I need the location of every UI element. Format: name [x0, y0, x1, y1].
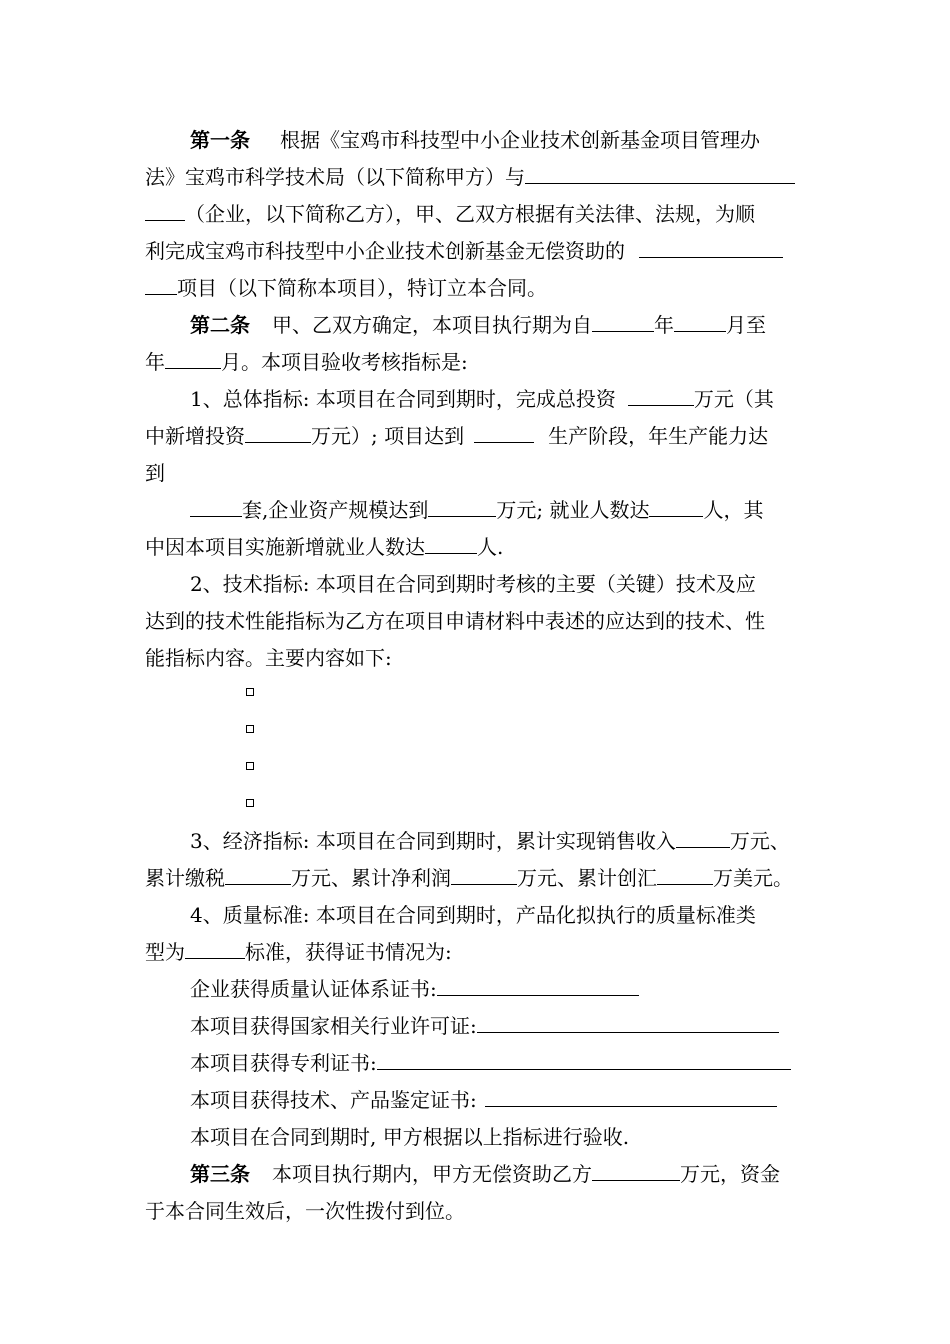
- capacity-sets-blank[interactable]: [190, 496, 242, 517]
- cert-line1: 企业获得质量认证体系证书:: [190, 975, 639, 1003]
- article3-line2: 于本合同生效后，一次性拨付到位。: [145, 1199, 465, 1223]
- technical-line2: 达到的技术性能指标为乙方在项目申请材料中表述的应达到的技术、性: [145, 609, 765, 633]
- asset-scale-blank[interactable]: [428, 496, 496, 517]
- cert-line2: 本项目获得国家相关行业许可证:: [190, 1012, 779, 1040]
- new-investment-blank[interactable]: [245, 422, 311, 443]
- total-investment-blank[interactable]: [628, 385, 694, 406]
- cert-line3: 本项目获得专利证书:: [190, 1049, 791, 1077]
- quality-cert-blank[interactable]: [437, 975, 639, 996]
- net-profit-blank[interactable]: [451, 864, 517, 885]
- article1-line1: 第一条 根据《宝鸡市科技型中小企业技术创新基金项目管理办: [190, 128, 760, 152]
- funding-amount-blank[interactable]: [592, 1160, 680, 1181]
- checkbox-1[interactable]: [246, 688, 254, 696]
- industry-license-blank[interactable]: [477, 1012, 779, 1033]
- forex-earnings-blank[interactable]: [657, 864, 713, 885]
- tax-paid-blank[interactable]: [225, 864, 291, 885]
- production-stage-blank[interactable]: [474, 422, 534, 443]
- new-employees-blank[interactable]: [425, 533, 477, 554]
- overall-line5: 中因本项目实施新增就业人数达 人.: [145, 535, 504, 559]
- employees-blank[interactable]: [649, 496, 703, 517]
- article2-line2: 年 月。本项目验收考核指标是:: [145, 350, 468, 374]
- patent-cert-blank[interactable]: [377, 1049, 791, 1070]
- checkbox-3[interactable]: [246, 762, 254, 770]
- overall-line3: 到: [145, 461, 165, 485]
- sales-revenue-blank[interactable]: [676, 827, 730, 848]
- checkbox-4[interactable]: [246, 799, 254, 807]
- quality-line2: 型为 标准，获得证书情况为:: [145, 940, 452, 964]
- acceptance-line: 本项目在合同到期时, 甲方根据以上指标进行验收.: [190, 1125, 630, 1149]
- project-name-blank[interactable]: [639, 237, 783, 258]
- economic-line1: 3、经济指标: 本项目在合同到期时，累计实现销售收入 万元、: [190, 829, 790, 853]
- start-month-blank[interactable]: [674, 311, 726, 332]
- technical-line1: 2、技术指标: 本项目在合同到期时考核的主要（关键）技术及应: [190, 572, 756, 596]
- project-name-blank-cont[interactable]: [145, 274, 177, 295]
- economic-line2: 累计缴税 万元、累计净利润 万元、累计创汇 万美元。: [145, 866, 793, 890]
- appraisal-cert-blank[interactable]: [485, 1086, 777, 1107]
- article1-heading: 第一条: [190, 128, 250, 152]
- overall-line4: 套,企业资产规模达到 万元; 就业人数达 人，其: [190, 496, 763, 524]
- article2-line1: 第二条 甲、乙双方确定，本项目执行期为自 年 月至: [190, 313, 766, 337]
- article1-line5: 项目（以下简称本项目），特订立本合同。: [145, 274, 547, 302]
- quality-standard-blank[interactable]: [185, 938, 245, 959]
- article2-heading: 第二条: [190, 313, 250, 337]
- article1-line4: 利完成宝鸡市科技型中小企业技术创新基金无偿资助的: [145, 237, 783, 265]
- quality-line1: 4、质量标准: 本项目在合同到期时，产品化拟执行的质量标准类: [190, 903, 756, 927]
- overall-line1: 1、总体指标: 本项目在合同到期时，完成总投资 万元（其: [190, 387, 774, 411]
- cert-line4: 本项目获得技术、产品鉴定证书:: [190, 1086, 777, 1114]
- enterprise-name-blank-cont[interactable]: [145, 200, 185, 221]
- technical-line3: 能指标内容。主要内容如下:: [145, 646, 392, 670]
- article1-line3: （企业，以下简称乙方），甲、乙双方根据有关法律、法规，为顺: [145, 200, 755, 228]
- article1-line2: 法》宝鸡市科学技术局（以下简称甲方）与: [145, 163, 795, 191]
- enterprise-name-blank[interactable]: [525, 163, 795, 184]
- article3-heading: 第三条: [190, 1162, 250, 1186]
- article3-line1: 第三条 本项目执行期内，甲方无偿资助乙方 万元，资金: [190, 1162, 780, 1186]
- end-month-blank[interactable]: [165, 348, 221, 369]
- overall-line2: 中新增投资 万元）; 项目达到 生产阶段，年生产能力达: [145, 424, 769, 448]
- start-year-blank[interactable]: [592, 311, 654, 332]
- checkbox-2[interactable]: [246, 725, 254, 733]
